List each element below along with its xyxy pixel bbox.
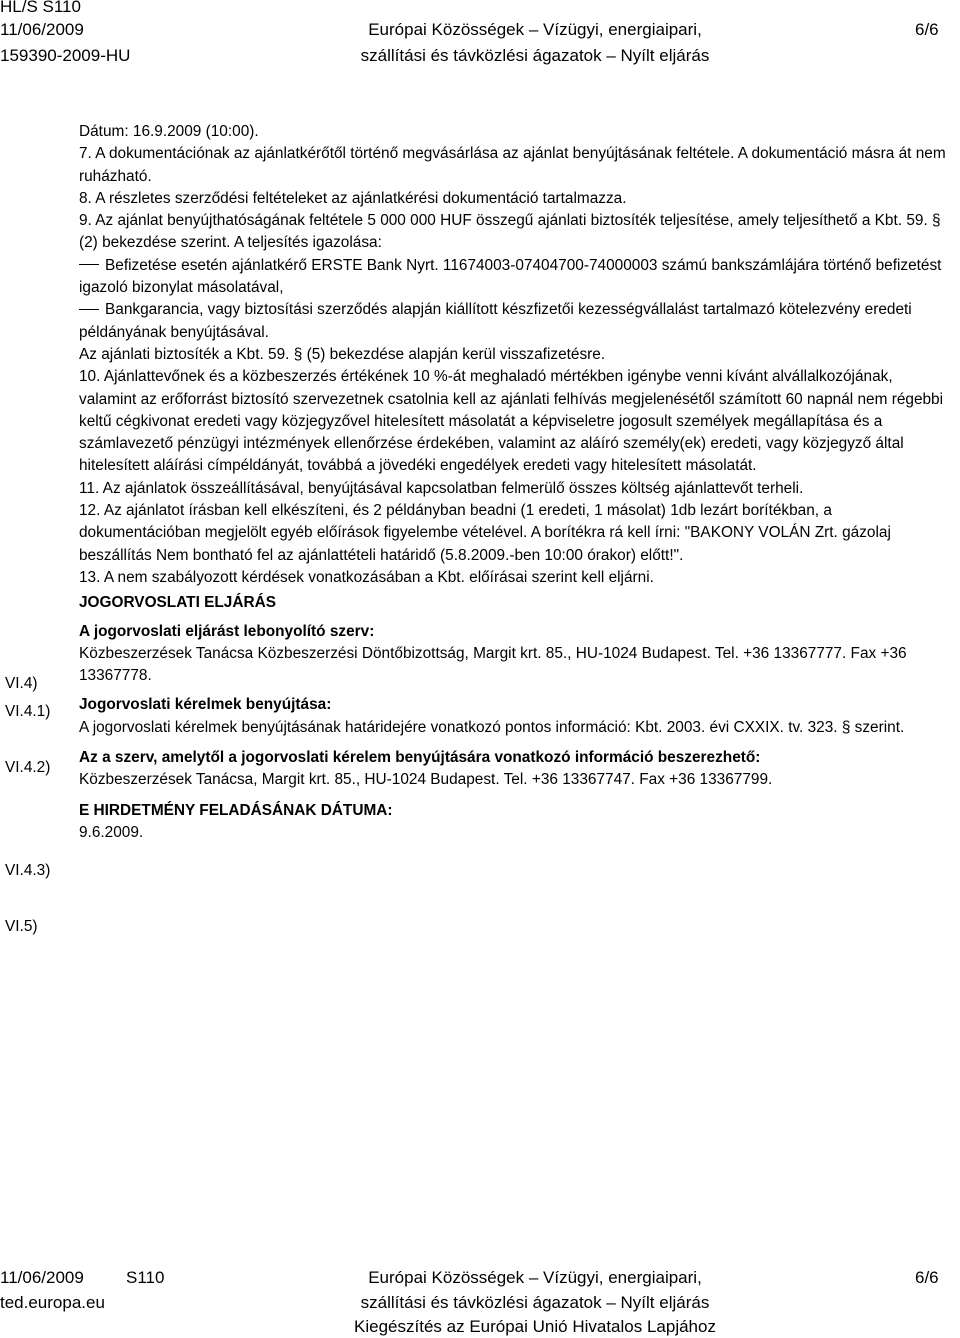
section-text: Közbeszerzések Tanácsa, Margit krt. 85., HU-1024 Budapest. Tel. +36 13367747. Fax +36 13367799. (79, 771, 773, 789)
section-title: JOGORVOSLATI ELJÁRÁS (79, 594, 276, 612)
dash-bullet (79, 309, 99, 310)
body-line: 7. A dokumentációnak az ajánlatkérőtől történő megvásárlása az ajánlat benyújtásának feltétele. A dokumentáció másra át nem ruházható. (79, 145, 946, 185)
body-line: 12. Az ajánlatot írásban kell elkészíteni, és 2 példányban beadni (1 eredeti, 1 másolat) 1db lezárt borítékban, a dokumentációban megjelölt egyéb előírások figyelembe vételével. A borítékra rá kell írni: "BAKONY VOLÁN Zrt. gázolaj beszállítás Nem bontható fel az ajánlattételi határidő (5.8.2009.-ben 10:00 órakor) előtt!". (79, 502, 891, 564)
section-number: VI.5) (5, 918, 38, 935)
body-line: Az ajánlati biztosíték a Kbt. 59. § (5) bekezdése alapján kerül visszafizetésre. (79, 345, 606, 363)
section-number: VI.4.2) (5, 759, 51, 776)
footer-page: 6/6 (915, 1268, 939, 1287)
bullet-text: Befizetése esetén ajánlatkérő ERSTE Bank Nyrt. 11674003-07404700-74000003 számú bankszámlájára történő befizetést igazoló bizonylat másolatával, (79, 256, 942, 297)
section-title: E HIRDETMÉNY FELADÁSÁNAK DÁTUMA: (79, 801, 393, 819)
bullet-item (79, 255, 954, 300)
footer-title-line1: Európai Közösségek – Vízügyi, energiaipari, (368, 1268, 702, 1287)
section-text: 9.6.2009. (79, 823, 144, 841)
section-title: Az a szerv, amelytől a jogorvoslati kérelem benyújtására vonatkozó információ beszerezhető: (79, 749, 761, 767)
section-number: VI.4.1) (5, 703, 51, 720)
body-line: Dátum: 16.9.2009 (10:00). (79, 123, 259, 140)
footer-title-line3: Kiegészítés az Európai Unió Hivatalos Lapjához (354, 1317, 716, 1336)
bullet-item (79, 299, 954, 344)
body-line: 10. Ajánlattevőnek és a közbeszerzés értékének 10 %-át meghaladó mértékben igénybe venni kívánt alvállalkozójának, valamint az erőforrást biztosító szervezetnek csatolnia kell az ajánlati felhívás megjelenésétől számított 60 napnál nem régebbi keltű cégkivonat eredeti vagy közjegyzővel hitelesített másolatát a képviseletre jogosult személyek megállapítása és a számlavezető pénzügyi intézmények ellenőrzése érdekében, valamint az aláíró személy(ek) eredeti, vagy közjegyző által hitelesített aláírási címpéldányát, továbbá a jövedéki engedélyek eredeti vagy hitelesített másolatát. (79, 368, 944, 475)
header-title-line2: szállítási és távközlési ágazatok – Nyílt eljárás (360, 46, 710, 65)
header-title-line1: Európai Közösségek – Vízügyi, energiaipari, (368, 20, 702, 39)
section-number: VI.4) (5, 675, 38, 692)
header-ref: 159390-2009-HU (0, 46, 131, 65)
body-line: 8. A részletes szerződési feltételeket az ajánlatkérési dokumentáció tartalmazza. (79, 189, 627, 207)
footer-site: ted.europa.eu (0, 1293, 105, 1312)
header-date: 11/06/2009 (0, 20, 84, 39)
header-doc-id: HL/S S110 (0, 0, 81, 16)
section-text: A jogorvoslati kérelmek benyújtásának határidejére vonatkozó pontos információ: Kbt. 2003. évi CXXIX. tv. 323. § szerint. (79, 718, 905, 736)
header-page: 6/6 (915, 20, 939, 39)
body-line: 13. A nem szabályozott kérdések vonatkozásában a Kbt. előírásai szerint kell eljárni. (79, 568, 654, 586)
section-title: Jogorvoslati kérelmek benyújtása: (79, 696, 332, 714)
footer-series: S110 (126, 1268, 165, 1287)
bullet-text: Bankgarancia, vagy biztosítási szerződés alapján kiállított készfizetői kezességvállalást tartalmazó kötelezvény eredeti példányának benyújtásával. (79, 301, 912, 341)
dash-bullet (79, 264, 99, 265)
section-number: VI.4.3) (5, 862, 51, 879)
section-text: Közbeszerzések Tanácsa Közbeszerzési Döntőbizottság, Margit krt. 85., HU-1024 Budapest. Tel. +36 13367777. Fax +36 13367778. (79, 644, 907, 685)
section-title: A jogorvoslati eljárást lebonyolító szerv: (79, 622, 375, 640)
body-line: 9. Az ajánlat benyújthatóságának feltétele 5 000 000 HUF összegű ajánlati biztosíték teljesítése, amely teljesíthető a Kbt. 59. § (2) bekezdése szerint. A teljesítés igazolása: (79, 212, 941, 252)
body-line: 11. Az ajánlatok összeállításával, benyújtásával kapcsolatban felmerülő összes költség ajánlattevőt terheli. (79, 479, 804, 497)
footer-date: 11/06/2009 (0, 1268, 84, 1287)
body-content (79, 121, 954, 844)
footer-title-line2: szállítási és távközlési ágazatok – Nyílt eljárás (360, 1293, 710, 1312)
